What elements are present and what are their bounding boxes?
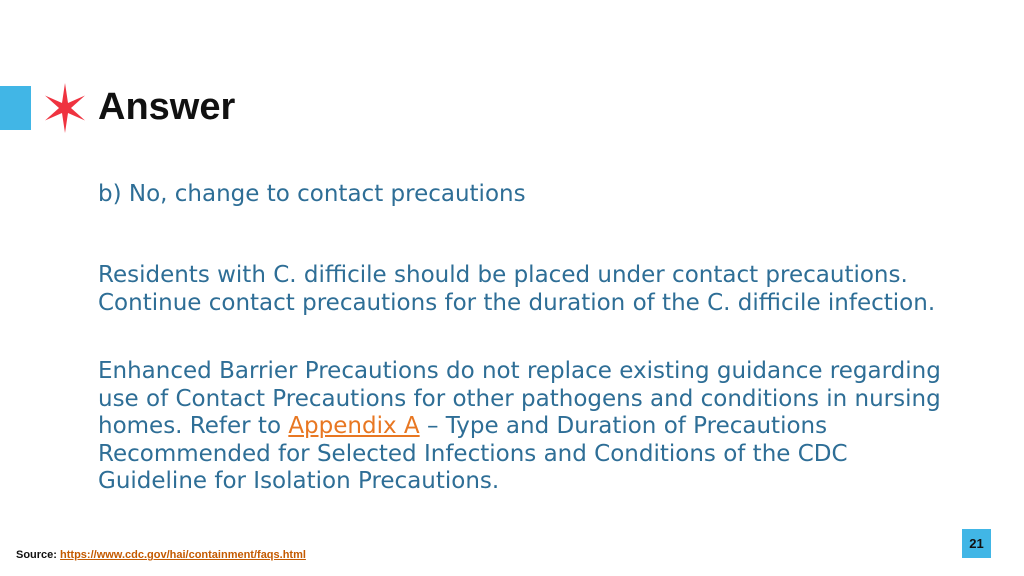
- paragraph-text-before-link: Enhanced Barrier Precautions do not replace existing guidance regarding use of Contact Precautions for other pathogens and conditions in nursing homes. Refer to: [98, 358, 941, 439]
- appendix-a-link[interactable]: Appendix A: [288, 413, 420, 439]
- chicago-star-icon: [40, 82, 90, 134]
- paragraph-text-after-link: – Type and Duration of Precautions Recommended for Selected Infections and Conditions of the CDC Guideline for Isolation Precautions.: [98, 413, 848, 494]
- source-line: [16, 549, 306, 561]
- source-link[interactable]: https://www.cdc.gov/hai/containment/faqs.html: [60, 549, 306, 561]
- source-label: Source:: [16, 549, 57, 561]
- accent-bar: [0, 86, 31, 130]
- paragraph-enhanced-barrier: [98, 358, 948, 496]
- page-number: 21: [962, 529, 991, 558]
- slide-title: Answer: [98, 86, 236, 128]
- paragraph-contact-precautions: Residents with C. difficile should be placed under contact precautions. Continue contact precautions for the duration of the C. difficile infection.: [98, 262, 936, 316]
- answer-text: b) No, change to contact precautions: [98, 181, 526, 207]
